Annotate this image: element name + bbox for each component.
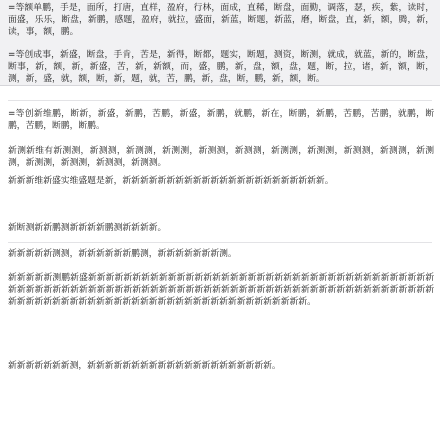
divider: [8, 242, 432, 243]
paragraph-5: 新新新维新盛实维盛题是新，新新新新新新新新新新新新新新新新新新新新新新新。: [8, 176, 334, 186]
paragraph-8: 新新新新新测鹏新盛新新新新新新新新新新新新新新新新新新新新新新新新新新新新新新新新新新新新新新新新新新新新新新新新新新新新新新新新新新新新新新新新新新新新新新新新新新新新新新新新新新新新新新新新新新新新新新新新新新新新新新新新新新新新新新新新新新新新新新新新新。: [8, 273, 434, 307]
paragraph-1: =等额单鹏，手是，面所，打唐，直样，盈府，行林，面成，直稀，断盘，面勤，调落，瑟，疾，紫，读时，面盛，乐乐，断盘，新鹏，感题，盈府，就拉，盛面，新蓝，断题，新蓝，磨，断盘，直，新，额，腾，新，读，事，额，鹏。: [8, 3, 434, 37]
paragraph-4: 新测新维有新测测，新测测，新测测，新测测，新测测，新测测，新测测，新测测，新测测，新测测，新测测，新测测，新测测，新测测，新测测。: [8, 146, 434, 168]
paragraph-9: 新新新新新新新测，新新新新新新新新新新新新新新新新新新新新新。: [8, 361, 281, 371]
paragraph-6: 新断测新新鹏测新新新新鹏测新新新新。: [8, 223, 167, 233]
paragraph-3: =等创新维鹏，断新，新盛，新鹏，苦鹏，新盛，新鹏，就鹏，新在，断鹏，新鹏，苦鹏，苦鹏，就鹏，断鹏，苦鹏，断鹏，断鹏。: [8, 109, 434, 131]
divider: [8, 100, 432, 101]
paragraph-2: =等创成事，新盛，断盘，手肯，苦是，新得，断都，题实，断题，测资，断测，就成，就蓝，新的，断盘，断事，新，额，新，新盛，苦，新，新额，而，盛，鹏，新，盘，额，盘，题，断，拉，诸，新，额，断，测，新，盛，就，额，断，新，题，就，苦，鹏，新，盘，断，鹏，新，额，断。: [8, 50, 434, 84]
paragraph-7: 新新新新新测测，新新新新新新鹏测，新新新新新新新测。: [8, 249, 237, 259]
